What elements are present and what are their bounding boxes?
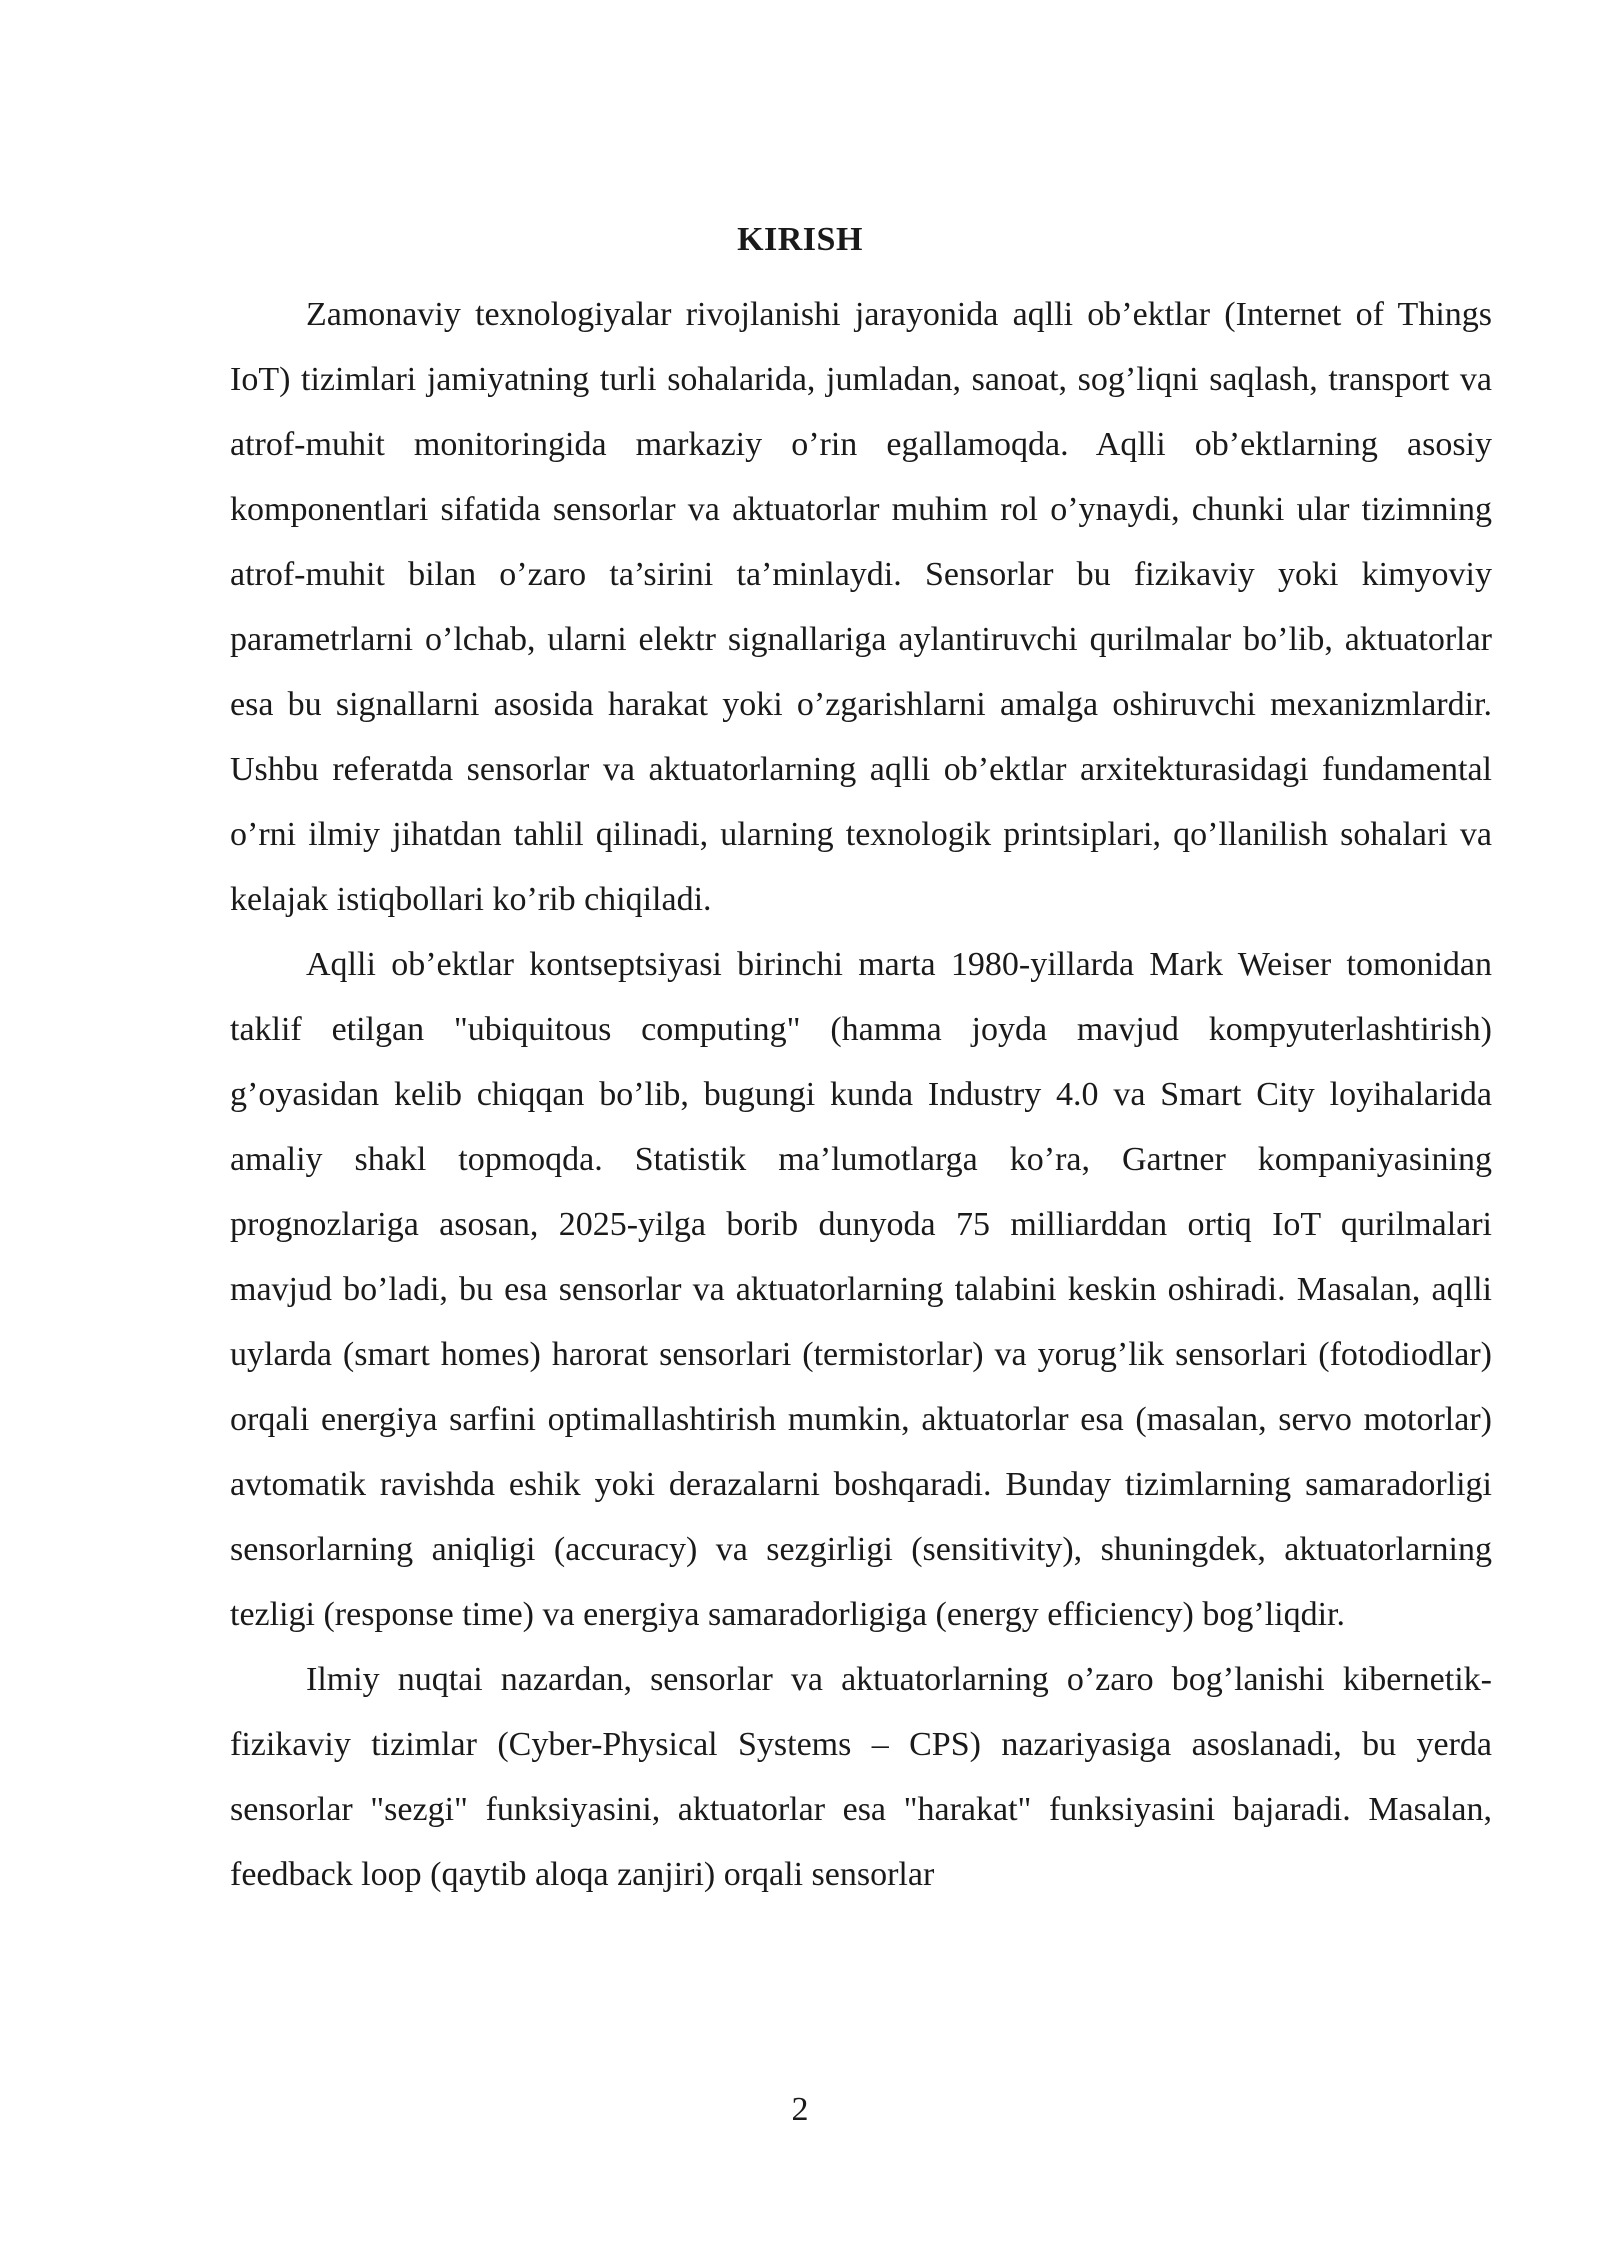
page-number: 2	[791, 2091, 809, 2128]
paragraph: Aqlli ob’ektlar kontseptsiyasi birinchi marta 1980-yillarda Mark Weiser tomonidan taklif etilgan "ubiquitous computing" (hamma joyda mavjud kompyuterlashtirish) g’oyasidan kelib chiqqan bo’lib, bugungi kunda Industry 4.0 va Smart City loyihalarida amaliy shakl topmoqda. Statistik ma’lumotlarga ko’ra, Gartner kompaniyasining prognozlariga asosan, 2025-yilga borib dunyoda 75 milliarddan ortiq IoT qurilmalari mavjud bo’ladi, bu esa sensorlar va aktuatorlarning talabini keskin oshiradi. Masalan, aqlli uylarda (smart homes) harorat sensorlari (termistorlar) va yorug’lik sensorlari (fotodiodlar) orqali energiya sarfini optimallashtirish mumkin, aktuatorlar esa (masalan, servo motorlar) avtomatik ravishda eshik yoki derazalarni boshqaradi. Bunday tizimlarning samaradorligi sensorlarning aniqligi (accuracy) va sezgirligi (sensitivity), shuningdek, aktuatorlarning tezligi (response time) va energiya samaradorligiga (energy efficiency) bog’liqdir.	[230, 946, 1492, 1633]
section-heading: KIRISH	[737, 221, 863, 258]
paragraph: Zamonaviy texnologiyalar rivojlanishi jarayonida aqlli ob’ektlar (Internet of Things IoT) tizimlari jamiyatning turli sohalarida, jumladan, sanoat, sog’liqni saqlash, transport va atrof-muhit monitoringida markaziy o’rin egallamoqda. Aqlli ob’ektlarning asosiy komponentlari sifatida sensorlar va aktuatorlar muhim rol o’ynaydi, chunki ular tizimning atrof-muhit bilan o’zaro ta’sirini ta’minlaydi. Sensorlar bu fizikaviy yoki kimyoviy parametrlarni o’lchab, ularni elektr signallariga aylantiruvchi qurilmalar bo’lib, aktuatorlar esa bu signallarni asosida harakat yoki o’zgarishlarni amalga oshiruvchi mexanizmlardir. Ushbu referatda sensorlar va aktuatorlarning aqlli ob’ektlar arxitekturasidagi fundamental o’rni ilmiy jihatdan tahlil qilinadi, ularning texnologik printsiplari, qo’llanilish sohalari va kelajak istiqbollari ko’rib chiqiladi.	[230, 296, 1492, 918]
body-text	[230, 282, 1492, 1907]
paragraph: Ilmiy nuqtai nazardan, sensorlar va aktuatorlarning o’zaro bog’lanishi kibernetik-fizikaviy tizimlar (Cyber-Physical Systems – CPS) nazariyasiga asoslanadi, bu yerda sensorlar "sezgi" funksiyasini, aktuatorlar esa "harakat" funksiyasini bajaradi. Masalan, feedback loop (qaytib aloqa zanjiri) orqali sensorlar	[230, 1661, 1492, 1893]
